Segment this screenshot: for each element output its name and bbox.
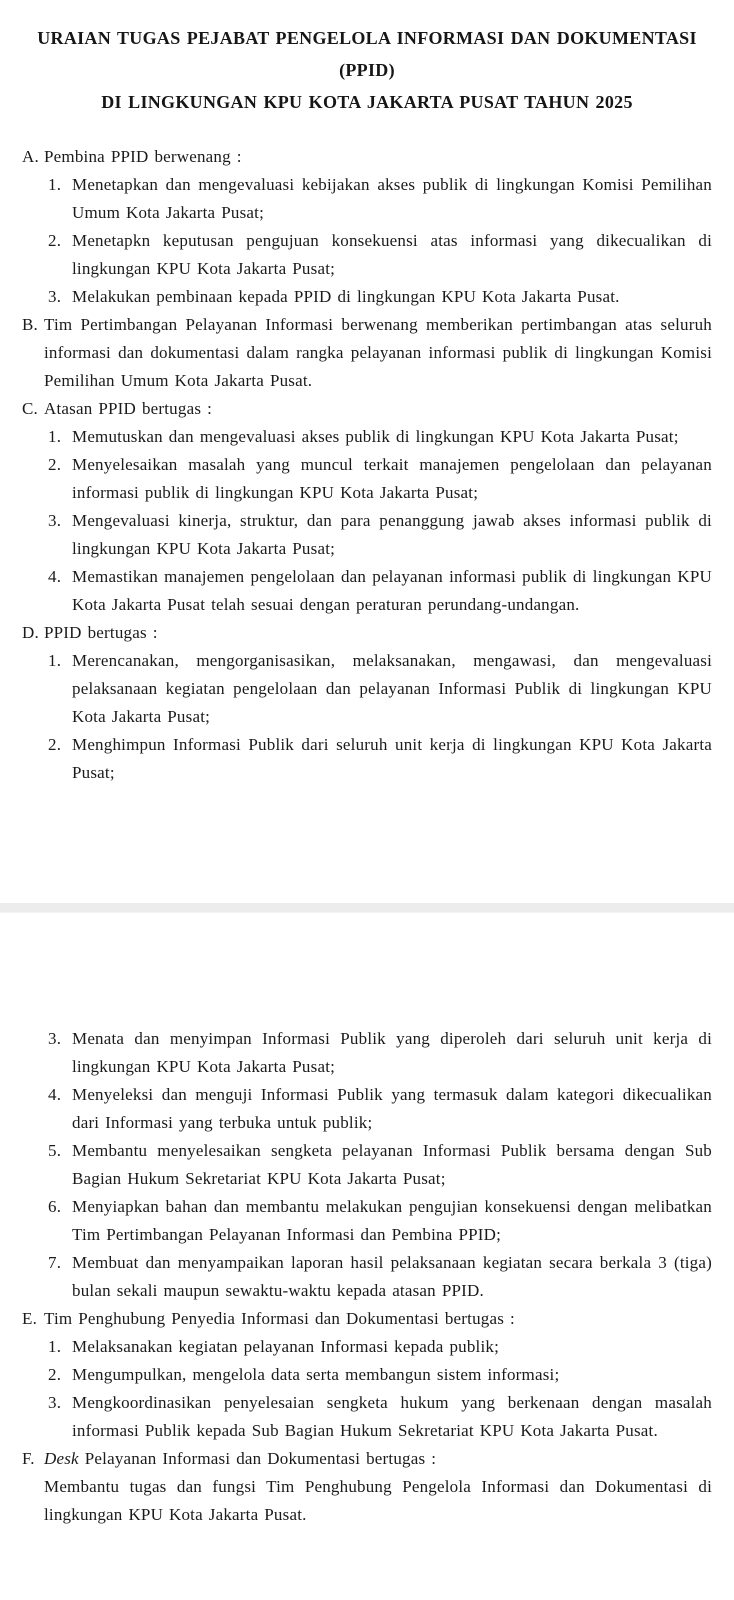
list-item [48,1193,712,1249]
section-c [22,395,712,619]
list-item [48,1249,712,1305]
section-a [22,143,712,311]
item-text: Menetapkan dan mengevaluasi kebijakan akses publik di lingkungan Komisi Pemilihan Umum Kota Jakarta Pusat; [72,175,712,222]
list-item [48,647,712,731]
section-letter: A. [22,147,39,166]
item-text: Menyelesaikan masalah yang muncul terkait manajemen pengelolaan dan pelayanan informasi publik di lingkungan KPU Kota Jakarta Pusat; [72,455,712,502]
item-text: Menyeleksi dan menguji Informasi Publik yang termasuk dalam kategori dikecualikan dari Informasi yang terbuka untuk publik; [72,1085,712,1132]
item-number: 2. [48,1365,62,1384]
item-number: 2. [48,735,62,754]
section-heading-rest: Pelayanan Informasi dan Dokumentasi bertugas : [78,1449,437,1468]
list-item [48,1389,712,1445]
item-number: 5. [48,1141,62,1160]
page-divider [0,903,734,913]
item-text: Mengumpulkan, mengelola data serta membangun sistem informasi; [72,1365,560,1384]
item-number: 6. [48,1197,62,1216]
section-d-part1 [22,619,712,787]
section-letter: E. [22,1309,38,1328]
item-number: 1. [48,1337,62,1356]
title-line-2: DI LINGKUNGAN KPU KOTA JAKARTA PUSAT TAHUN 2025 [101,92,633,112]
item-text: Menyiapkan bahan dan membantu melakukan pengujian konsekuensi dengan melibatkan Tim Pertimbangan Pelayanan Informasi dan Pembina PPID; [72,1197,712,1244]
list-item [48,1333,712,1361]
section-letter: B. [22,315,38,334]
section-heading-text [44,1445,712,1473]
section-d-heading [22,619,712,647]
item-text: Memutuskan dan mengevaluasi akses publik di lingkungan KPU Kota Jakarta Pusat; [72,427,679,446]
page-title [22,0,712,118]
section-letter: D. [22,623,39,642]
section-d-part2 [22,1025,712,1305]
item-text: Merencanakan, mengorganisasikan, melaksanakan, mengawasi, dan mengevaluasi pelaksanaan kegiatan pengelolaan dan pelayanan Informasi Publik di lingkungan KPU Kota Jakarta Pusat; [72,651,712,726]
item-number: 4. [48,1085,62,1104]
item-number: 7. [48,1253,62,1272]
list-item [48,227,712,283]
item-number: 1. [48,427,62,446]
section-heading-text: Pembina PPID berwenang : [44,147,242,166]
section-f-heading [22,1445,712,1473]
section-letter: F. [22,1449,35,1468]
section-e-heading [22,1305,712,1333]
section-f [22,1445,712,1529]
list-item [48,563,712,619]
item-text: Menghimpun Informasi Publik dari seluruh unit kerja di lingkungan KPU Kota Jakarta Pusat; [72,735,712,782]
section-b [22,311,712,395]
section-heading-text: Atasan PPID bertugas : [44,399,213,418]
list-item [48,1137,712,1193]
section-heading-text: PPID bertugas : [44,623,158,642]
list-item [48,451,712,507]
item-number: 1. [48,651,62,670]
item-number: 4. [48,567,62,586]
item-text: Menetapkn keputusan pengujuan konsekuensi atas informasi yang dikecualikan di lingkungan KPU Kota Jakarta Pusat; [72,231,712,278]
list-item [48,731,712,787]
list-item [48,171,712,227]
list-item [48,283,712,311]
section-f-paragraph: Membantu tugas dan fungsi Tim Penghubung Pengelola Informasi dan Dokumentasi di lingkungan KPU Kota Jakarta Pusat. [44,1477,712,1524]
list-item [48,423,712,451]
section-paragraph: Tim Pertimbangan Pelayanan Informasi berwenang memberikan pertimbangan atas seluruh informasi dan dokumentasi dalam rangka pelayanan informasi publik di lingkungan Komisi Pemilihan Umum Kota Jakarta Pusat. [44,315,712,390]
section-e [22,1305,712,1445]
item-number: 3. [48,287,62,306]
item-text: Mengevaluasi kinerja, struktur, dan para penanggung jawab akses informasi publik di lingkungan KPU Kota Jakarta Pusat; [72,511,712,558]
document-page-2 [0,913,734,1529]
item-text: Melaksanakan kegiatan pelayanan Informasi kepada publik; [72,1337,500,1356]
item-number: 3. [48,511,62,530]
item-text: Melakukan pembinaan kepada PPID di lingkungan KPU Kota Jakarta Pusat. [72,287,620,306]
list-item [48,1081,712,1137]
item-text: Menata dan menyimpan Informasi Publik yang diperoleh dari seluruh unit kerja di lingkungan KPU Kota Jakarta Pusat; [72,1029,712,1076]
item-number: 3. [48,1029,62,1048]
item-text: Membuat dan menyampaikan laporan hasil pelaksanaan kegiatan secara berkala 3 (tiga) bulan sekali maupun sewaktu-waktu kepada atasan PPID. [72,1253,712,1300]
item-number: 1. [48,175,62,194]
item-number: 2. [48,231,62,250]
item-text: Memastikan manajemen pengelolaan dan pelayanan informasi publik di lingkungan KPU Kota Jakarta Pusat telah sesuai dengan peraturan perundang-undangan. [72,567,712,614]
section-c-heading [22,395,712,423]
section-heading-text: Tim Penghubung Penyedia Informasi dan Dokumentasi bertugas : [44,1309,515,1328]
desk-italic-word: Desk [44,1449,79,1468]
list-item [48,507,712,563]
item-number: 2. [48,455,62,474]
item-number: 3. [48,1393,62,1412]
title-line-1: URAIAN TUGAS PEJABAT PENGELOLA INFORMASI DAN DOKUMENTASI (PPID) [37,28,697,80]
list-item [48,1361,712,1389]
section-letter: C. [22,399,38,418]
section-a-heading [22,143,712,171]
list-item [48,1025,712,1081]
item-text: Mengkoordinasikan penyelesaian sengketa hukum yang berkenaan dengan masalah informasi Publik kepada Sub Bagian Hukum Sekretariat KPU Kota Jakarta Pusat. [72,1393,712,1440]
item-text: Membantu menyelesaikan sengketa pelayanan Informasi Publik bersama dengan Sub Bagian Hukum Sekretariat KPU Kota Jakarta Pusat; [72,1141,712,1188]
